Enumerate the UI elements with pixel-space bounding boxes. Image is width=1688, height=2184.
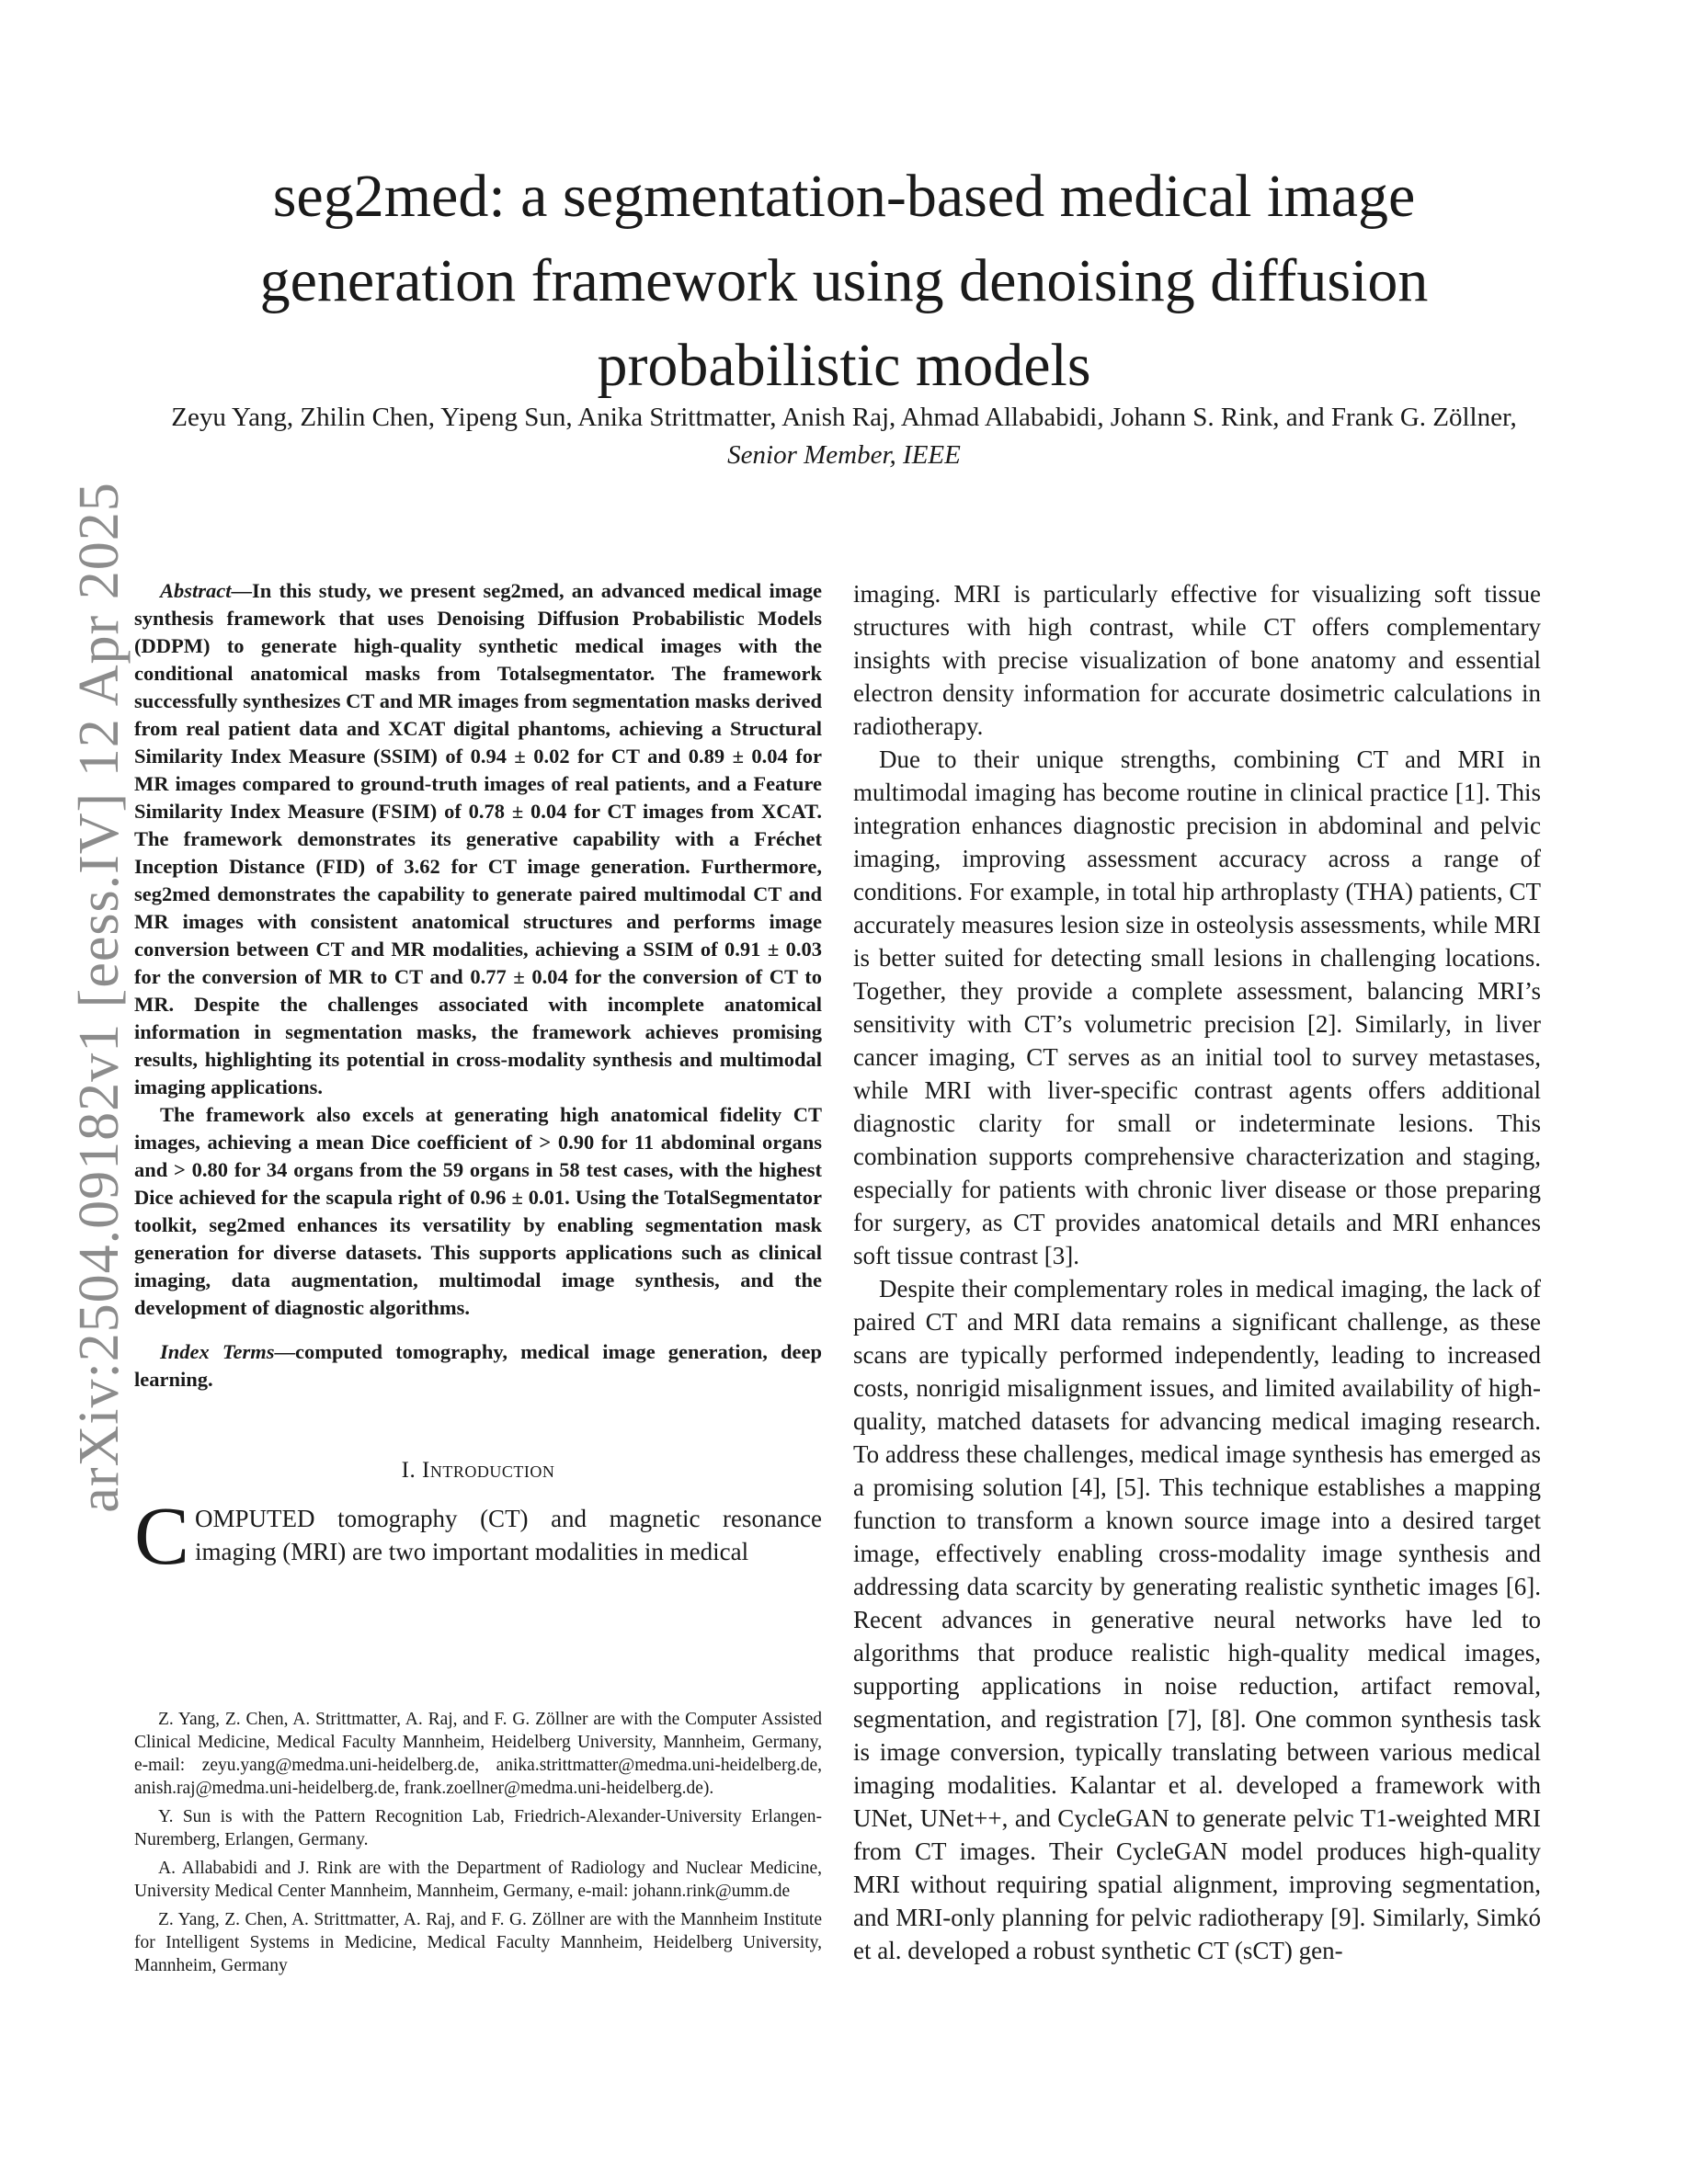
abstract-dash: — [231, 579, 253, 602]
footnote-affiliation-2: Y. Sun is with the Pattern Recognition Lab, Friedrich-Alexander-University Erlangen-Nuremberg, Erlangen, Germany. [134, 1807, 822, 1849]
author-membership: Senior Member, IEEE [727, 440, 961, 470]
author-names: Zeyu Yang, Zhilin Chen, Yipeng Sun, Anika Strittmatter, Anish Raj, Ahmad Allababidi, Johann S. Rink, and Frank G. Zöllner, [171, 403, 1517, 432]
paper-title: seg2med: a segmentation-based medical image generation framework using denoising diffusion probabilistic models [259, 163, 1429, 399]
footnotes [134, 1708, 822, 1983]
section-title: Introduction [422, 1458, 555, 1483]
index-terms [134, 1338, 822, 1393]
arxiv-identifier-stamp: arXiv:2504.09182v1 [eess.IV] 12 Apr 2025 [68, 482, 131, 1513]
intro-text: tomography (CT) and magnetic resonance imaging (MRI) are two important modalities in medical [195, 1505, 822, 1565]
abstract-paragraph-2: The framework also excels at generating high anatomical fidelity CT images, achieving a mean Dice coefficient of > 0.90 for 11 abdominal organs and > 0.80 for 34 organs from the 59 organs in 58 test cases, with the highest Dice achieved for the scapula right of 0.96 ± 0.01. Using the TotalSegmentator toolkit, seg2med enhances its versatility by enabling segmentation mask generation for diverse datasets. This supports applications such as clinical imaging, data augmentation, multimodal image synthesis, and the development of diagnostic algorithms. [134, 1103, 822, 1319]
body-paragraph-1: imaging. MRI is particularly effective for visualizing soft tissue structures with high contrast, while CT offers complementary insights with precise visualization of bone anatomy and essential electron density information for accurate dosimetric calculations in radiotherapy. [853, 580, 1541, 740]
intro-smallcaps-word: OMPUTED [195, 1505, 315, 1532]
body-paragraph-3: Despite their complementary roles in medical imaging, the lack of paired CT and MRI data remains a significant challenge, as these scans are typically performed independently, leading to increased costs, nonrigid misalignment issues, and limited availability of high-quality, matched datasets for advancing medical imaging research. To address these challenges, medical image synthesis has emerged as a promising solution [4], [5]. This technique establishes a mapping function to transform a known source image into a desired target image, effectively enabling cross-modality image synthesis and addressing data scarcity by generating realistic synthetic images [6]. Recent advances in generative neural networks have led to algorithms that produce realistic high-quality medical images, supporting applications in noise reduction, artifact removal, segmentation, and registration [7], [8]. One common synthesis task is image conversion, typically translating between various medical imaging modalities. Kalantar et al. developed a framework with UNet, UNet++, and CycleGAN to generate pelvic T1-weighted MRI from CT images. Their CycleGAN model produces high-quality MRI without requiring spatial alignment, improving segmentation, and MRI-only planning for pelvic radiotherapy [9]. Similarly, Simkó et al. developed a robust synthetic CT (sCT) gen- [853, 1275, 1541, 1964]
body-paragraph-2: Due to their unique strengths, combining CT and MRI in multimodal imaging has become routine in clinical practice [1]. This integration enhances diagnostic precision in abdominal and pelvic imaging, improving assessment accuracy across a range of conditions. For example, in total hip arthroplasty (THA) patients, CT accurately measures lesion size in osteolysis assessments, while MRI is better suited for detecting small lesions in challenging locations. Together, they provide a complete assessment, balancing MRI’s sensitivity with CT’s volumetric precision [2]. Similarly, in liver cancer imaging, CT serves as an initial tool to survey metastases, while MRI with liver-specific contrast agents offers additional diagnostic clarity for small or indeterminate lesions. This combination supports comprehensive characterization and staging, especially for patients with chronic liver disease or those preparing for surgery, as CT provides anatomical details and MRI enhances soft tissue contrast [3]. [853, 745, 1541, 1269]
section-heading-introduction [134, 1458, 822, 1484]
author-list [147, 399, 1541, 474]
abstract-text-1: In this study, we present seg2med, an advanced medical image synthesis framework that uses Denoising Diffusion Probabilistic Models (DDPM) to generate high-quality synthetic medical images with the conditional anatomical masks from Totalsegmentator. The framework successfully synthesizes CT and MR images from segmentation masks derived from real patient data and XCAT digital phantoms, achieving a Structural Similarity Index Measure (SSIM) of 0.94 ± 0.02 for CT and 0.89 ± 0.04 for MR images compared to ground-truth images of real patients, and a Feature Similarity Index Measure (FSIM) of 0.78 ± 0.04 for CT images from XCAT. The framework demonstrates its generative capability with a Fréchet Inception Distance (FID) of 3.62 for CT image generation. Furthermore, seg2med demonstrates the capability to generate paired multimodal CT and MR images with consistent anatomical structures and performs image conversion between CT and MR modalities, achieving a SSIM of 0.91 ± 0.03 for the conversion of MR to CT and 0.77 ± 0.04 for the conversion of CT to MR. Despite the challenges associated with incomplete anatomical information in segmentation masks, the framework achieves promising results, highlighting its potential in cross-modality synthesis and multimodal imaging applications. [134, 579, 822, 1098]
footnote-affiliation-3: A. Allababidi and J. Rink are with the Department of Radiology and Nuclear Medicine, University Medical Center Mannheim, Mannheim, Germany, e-mail: johann.rink@umm.de [134, 1859, 822, 1901]
introduction-opening [134, 1491, 822, 1582]
abstract [134, 577, 822, 1322]
abstract-paragraph-1 [134, 577, 822, 1101]
index-terms-dash: — [274, 1340, 296, 1363]
left-column [134, 577, 823, 1582]
footnote-affiliation-1: Z. Yang, Z. Chen, A. Strittmatter, A. Raj, and F. G. Zöllner are with the Computer Assisted Clinical Medicine, Medical Faculty Mannheim, Heidelberg University, Mannheim, Germany, e-mail: zeyu.yang@medma.uni-heidelberg.de, anika.strittmatter@medma.uni-heidelberg.de, anish.raj@medma.uni-heidelberg.de, frank.zoellner@medma.uni-heidelberg.de). [134, 1710, 822, 1798]
dropcap-letter: C [134, 1491, 190, 1582]
footnote-affiliation-4: Z. Yang, Z. Chen, A. Strittmatter, A. Raj, and F. G. Zöllner are with the Mannheim Institute for Intelligent Systems in Medicine, Medical Faculty Mannheim, Heidelberg University, Mannheim, Germany [134, 1910, 822, 1975]
right-column [853, 577, 1541, 1967]
abstract-label: Abstract [160, 579, 232, 602]
index-terms-text: computed tomography, medical image generation, deep learning. [134, 1340, 823, 1391]
index-terms-label: Index Terms [160, 1340, 275, 1363]
section-number: I. [401, 1458, 416, 1483]
